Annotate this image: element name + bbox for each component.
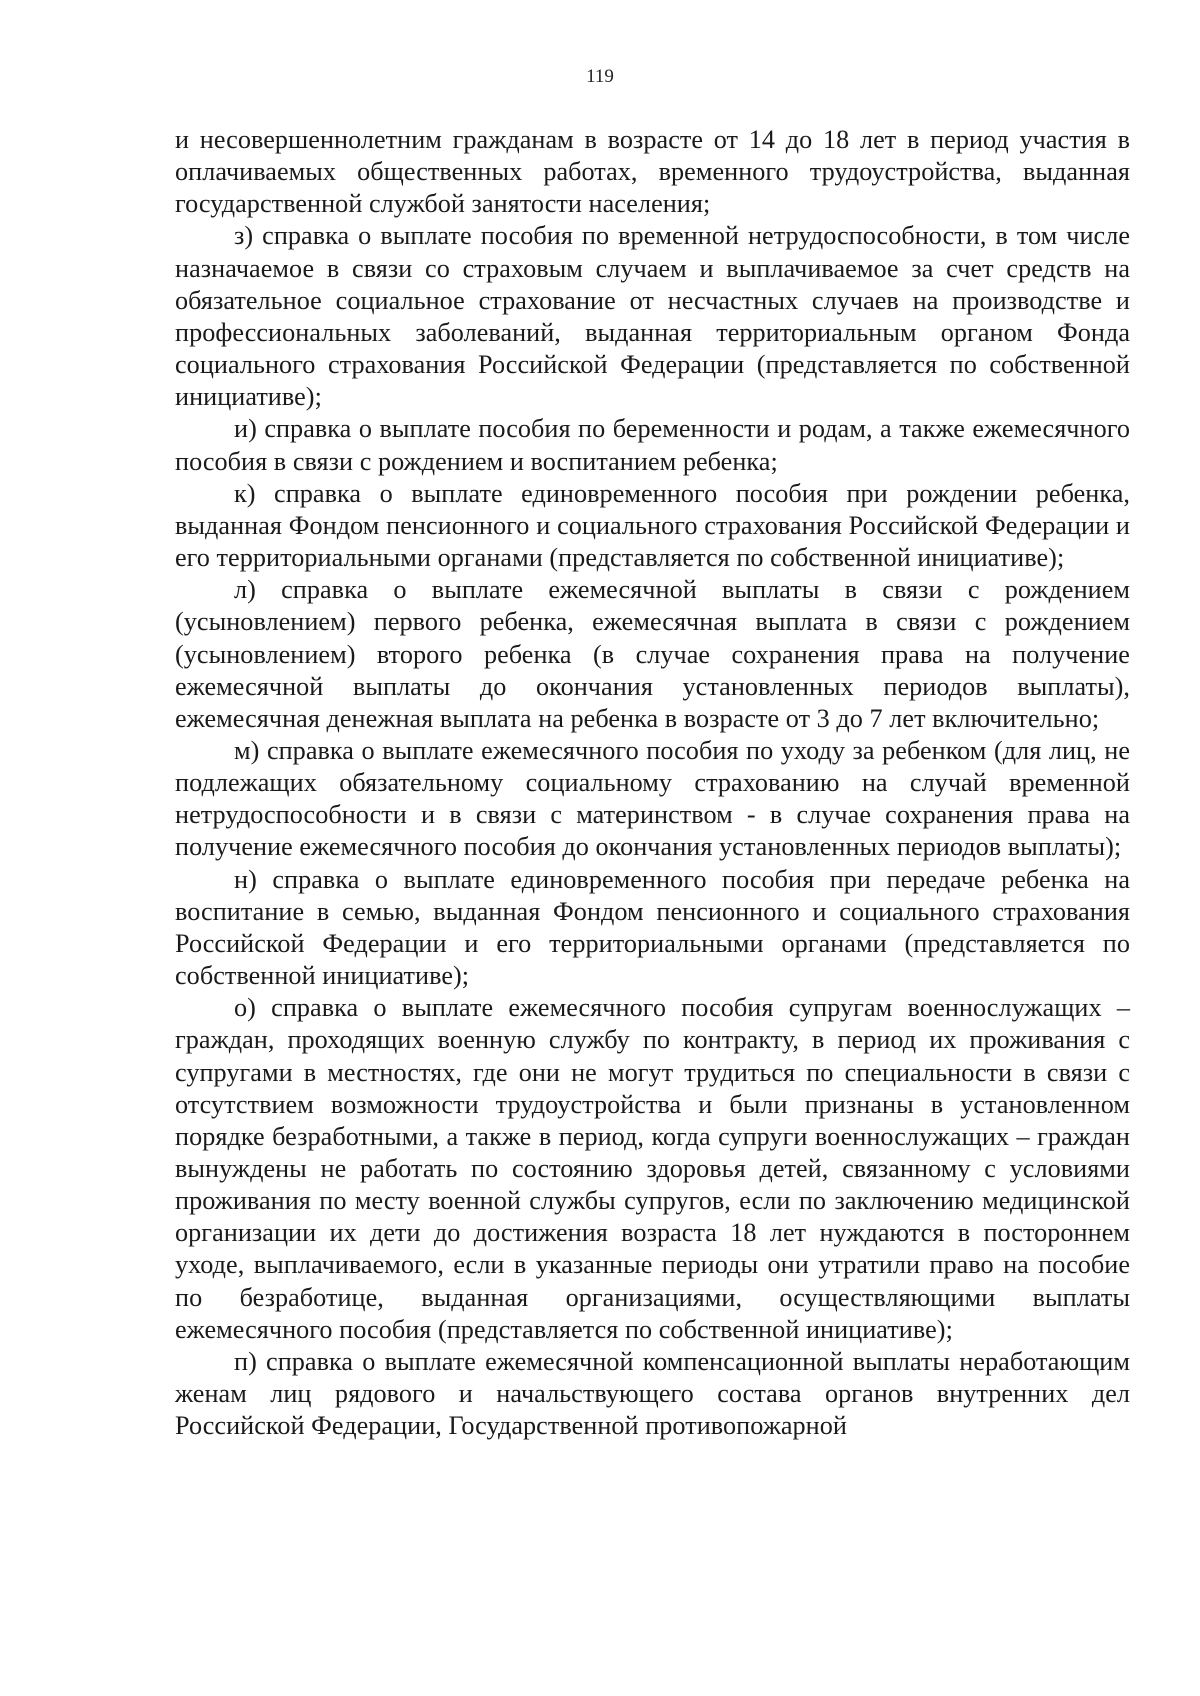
paragraph-item-i: и) справка о выплате пособия по беременности и родам, а также ежемесячного пособия в связи с рождением и воспитанием ребенка;: [175, 414, 1130, 476]
paragraph-item-m: м) справка о выплате ежемесячного пособия по уходу за ребенком (для лиц, не подлежащих обязательному социальному страхованию на случай временной нетрудоспособности и в связи с материнством - в случае сохранения права на получение ежемесячного пособия до окончания установленных периодов выплаты);: [175, 735, 1130, 862]
paragraph-item-p: п) справка о выплате ежемесячной компенсационной выплаты неработающим женам лиц рядового и начальствующего состава органов внутренних дел Российской Федерации, Государственной противопожарной: [175, 1346, 1130, 1441]
paragraph-item-o: о) справка о выплате ежемесячного пособия супругам военнослужащих – граждан, проходящих военную службу по контракту, в период их проживания с супругами в местностях, где они не могут трудиться по специальности в связи с отсутствием возможности трудоустройства и были признаны в установленном порядке безработными, а также в период, когда супруги военнослужащих – граждан вынуждены не работать по состоянию здоровья детей, связанному с условиями проживания по месту военной службы супругов, если по заключению медицинской организации их дети до достижения возраста 18 лет нуждаются в постороннем уходе, выплачиваемого, если в указанные периоды они утратили право на пособие по безработице, выданная организациями, осуществляющими выплаты ежемесячного пособия (представляется по собственной инициативе);: [175, 993, 1130, 1344]
paragraph-continuation: и несовершеннолетним гражданам в возрасте от 14 до 18 лет в период участия в оплачиваемых общественных работах, временного трудоустройства, выданная государственной службой занятости населения;: [175, 125, 1130, 219]
page-number: 119: [586, 66, 614, 87]
paragraph-item-l: л) справка о выплате ежемесячной выплаты в связи с рождением (усыновлением) первого ребенка, ежемесячная выплата в связи с рождением (усыновлением) второго ребенка (в случае сохранения права на получение ежемесячной выплаты до окончания установленных периодов выплаты), ежемесячная денежная выплата на ребенка в возрасте от 3 до 7 лет включительно;: [175, 575, 1130, 733]
paragraph-item-n: н) справка о выплате единовременного пособия при передаче ребенка на воспитание в семью, выданная Фондом пенсионного и социального страхования Российской Федерации и его территориальными органами (представляется по собственной инициативе);: [175, 864, 1130, 991]
paragraph-item-z: з) справка о выплате пособия по временной нетрудоспособности, в том числе назначаемое в связи со страховым случаем и выплачиваемое за счет средств на обязательное социальное страхование от несчастных случаев на производстве и профессиональных заболеваний, выданная территориальным органом Фонда социального страхования Российской Федерации (представляется по собственной инициативе);: [175, 221, 1130, 412]
document-body: [175, 124, 1130, 1442]
paragraph-item-k: к) справка о выплате единовременного пособия при рождении ребенка, выданная Фондом пенсионного и социального страхования Российской Федерации и его территориальными органами (представляется по собственной инициативе);: [175, 478, 1130, 573]
